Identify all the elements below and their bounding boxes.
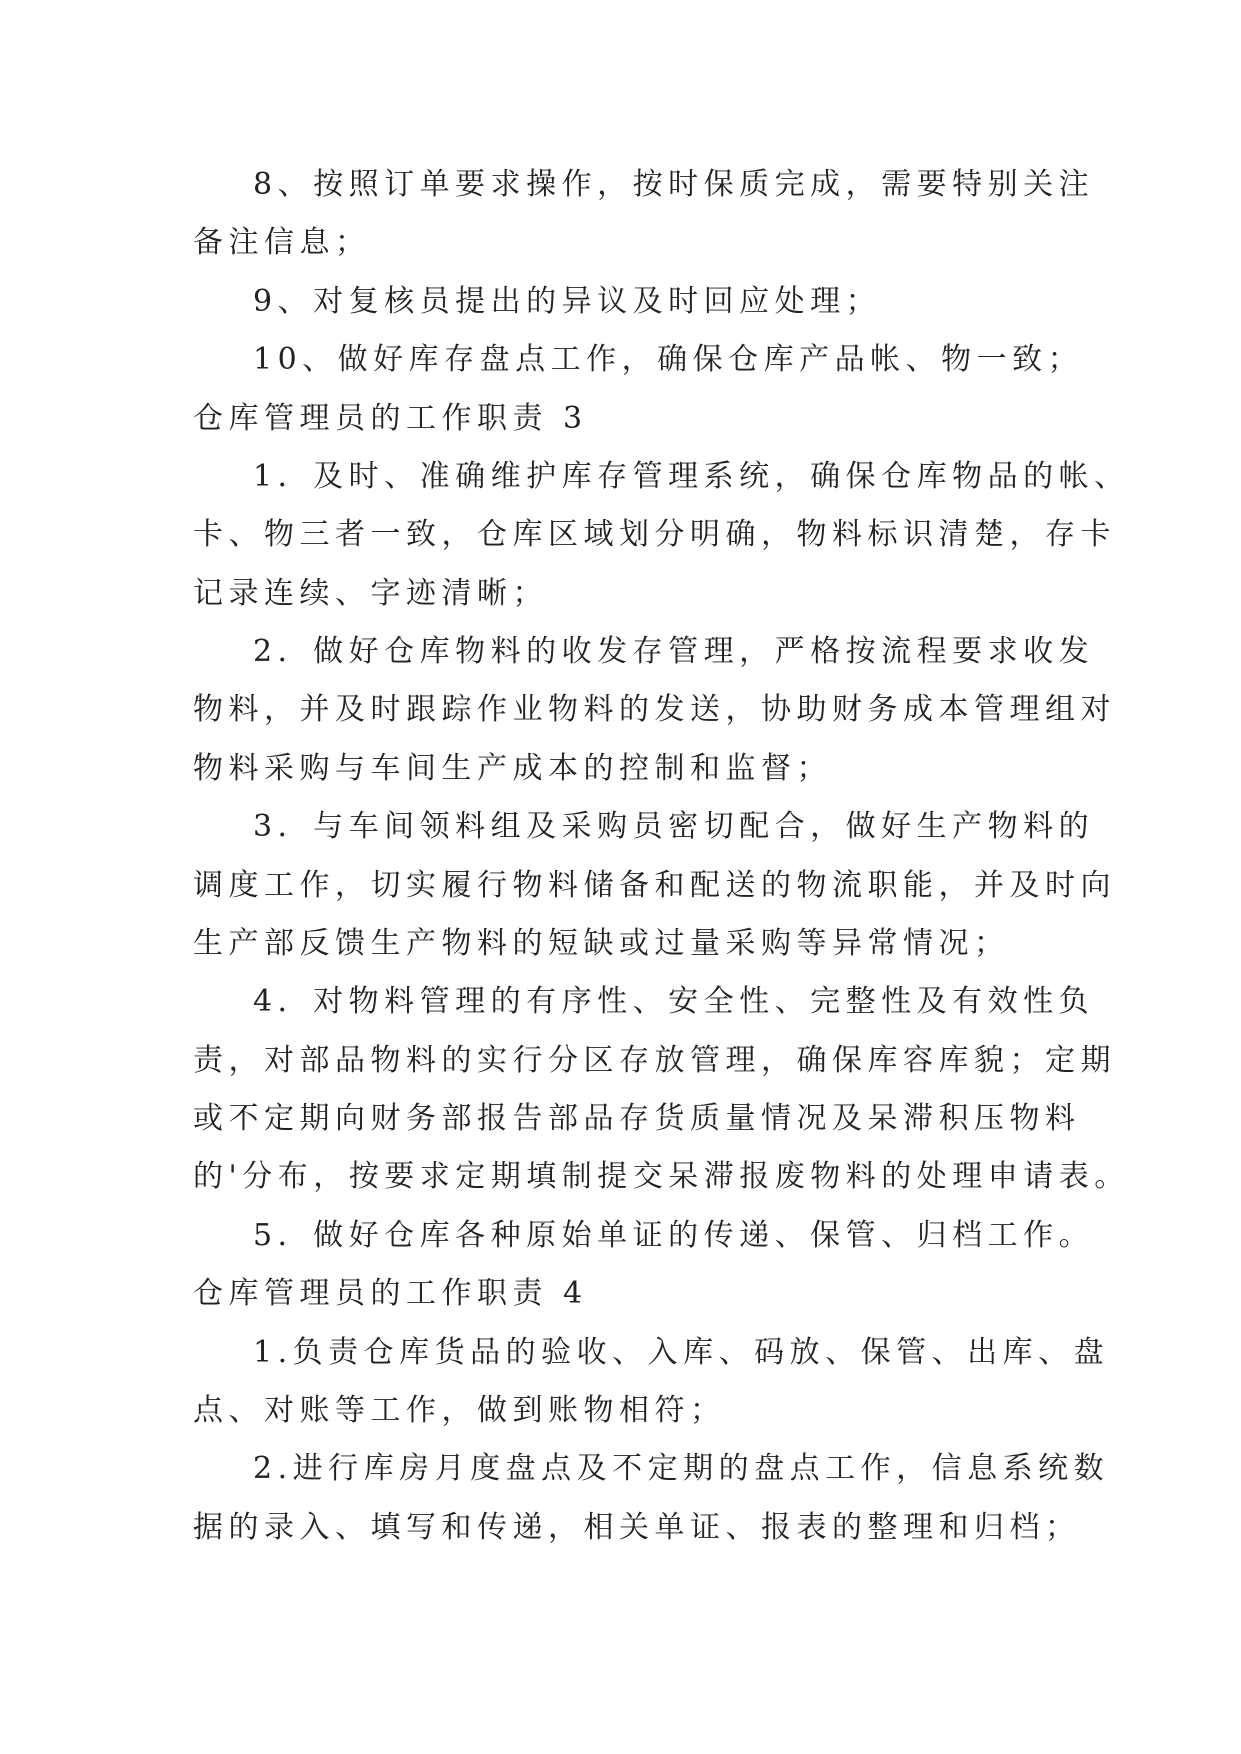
paragraph-line: 调度工作，切实履行物料储备和配送的物流职能，并及时向 [193,868,1116,903]
paragraph-line: 的'分布，按要求定期填制提交呆滞报废物料的处理申请表。 [193,1159,1130,1194]
paragraph-line: 卡、物三者一致，仓库区域划分明确，物料标识清楚，存卡 [193,517,1116,552]
paragraph-line: 2．做好仓库物料的收发存管理，严格按流程要求收发 [253,634,1095,669]
paragraph-line: 3．与车间领料组及采购员密切配合，做好生产物料的 [253,809,1095,844]
paragraph-line: 4．对物料管理的有序性、安全性、完整性及有效性负 [253,984,1095,1019]
paragraph-line: 物料采购与车间生产成本的控制和监督； [193,751,832,786]
paragraph-line: 备注信息； [193,225,371,260]
section-heading: 仓库管理员的工作职责 4 [193,1276,588,1311]
paragraph-line: 2.进行库房月度盘点及不定期的盘点工作，信息系统数 [253,1451,1110,1486]
paragraph-line: 5．做好仓库各种原始单证的传递、保管、归档工作。 [253,1218,1095,1253]
paragraph-line: 据的录入、填写和传递，相关单证、报表的整理和归档； [193,1510,1081,1545]
paragraph-line: 或不定期向财务部报告部品存货质量情况及呆滞积压物料 [193,1101,1081,1136]
section-heading: 仓库管理员的工作职责 3 [193,401,588,436]
paragraph-line: 1．及时、准确维护库存管理系统，确保仓库物品的帐、 [253,459,1130,494]
paragraph-line: 生产部反馈生产物料的短缺或过量采购等异常情况； [193,926,1010,961]
paragraph-line: 记录连续、字迹清晰； [193,576,548,611]
paragraph-line: 物料，并及时跟踪作业物料的发送，协助财务成本管理组对 [193,692,1116,727]
paragraph-line: 点、对账等工作，做到账物相符； [193,1393,726,1428]
paragraph-line: 9、对复核员提出的异议及时回应处理； [253,284,882,319]
paragraph-line: 1.负责仓库货品的验收、入库、码放、保管、出库、盘 [253,1335,1110,1370]
paragraph-line: 8、按照订单要求操作，按时保质完成，需要特别关注 [253,167,1095,202]
paragraph-line: 责，对部品物料的实行分区存放管理，确保库容库貌；定期 [193,1043,1116,1078]
paragraph-line: 10、做好库存盘点工作，确保仓库产品帐、物一致； [253,342,1084,377]
